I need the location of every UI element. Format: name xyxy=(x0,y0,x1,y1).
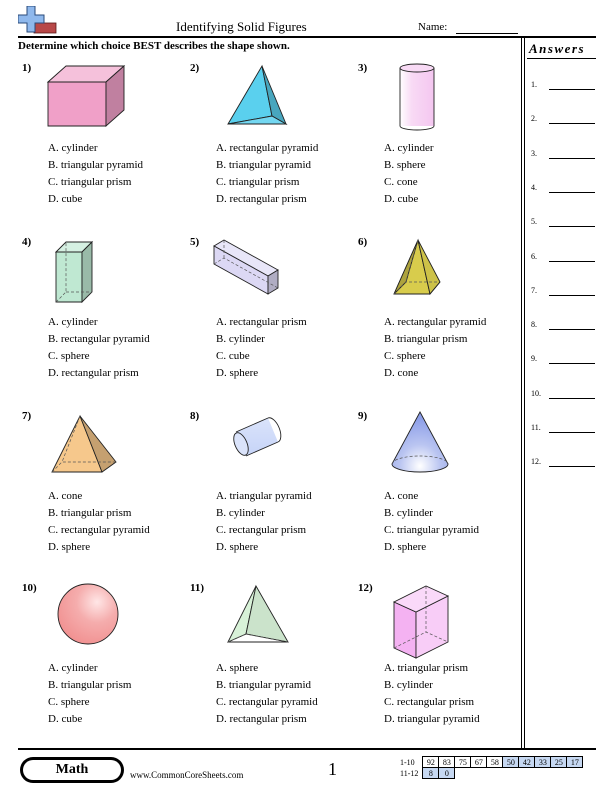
choice-list xyxy=(48,488,150,556)
problem-7 xyxy=(22,410,182,580)
instructions: Determine which choice BEST describes the shape shown. xyxy=(18,40,290,52)
choice-list xyxy=(216,488,312,556)
answer-row xyxy=(531,149,595,163)
answer-blank[interactable] xyxy=(549,432,595,433)
cylinder-figure xyxy=(378,62,458,134)
problem-11 xyxy=(190,582,350,752)
score-table xyxy=(398,756,583,779)
math-badge-label: Math xyxy=(23,760,121,780)
choice-d: D. sphere xyxy=(216,367,259,379)
choice-a: A. cone xyxy=(48,490,83,502)
choice-a: A. cylinder xyxy=(48,662,98,674)
choice-d: D. sphere xyxy=(216,541,259,553)
choice-b: B. sphere xyxy=(384,159,426,171)
choice-b: B. triangular pyramid xyxy=(216,679,312,691)
problem-number: 11) xyxy=(190,582,205,594)
problem-12 xyxy=(358,582,518,752)
answer-blank[interactable] xyxy=(549,89,595,90)
rectangular-prism-figure xyxy=(210,236,290,308)
score-row-label: 1-10 xyxy=(400,757,415,767)
choice-d: D. sphere xyxy=(48,541,91,553)
choice-c: C. sphere xyxy=(384,350,426,362)
answer-row xyxy=(531,114,595,128)
choice-c: C. rectangular prism xyxy=(216,524,307,536)
choice-list xyxy=(216,140,318,208)
score-cell: 67 xyxy=(471,757,487,768)
choice-c: C. cone xyxy=(384,176,418,188)
answer-number: 6. xyxy=(531,251,537,261)
choice-list xyxy=(384,488,479,556)
score-row xyxy=(398,757,583,768)
answer-blank[interactable] xyxy=(549,261,595,262)
score-cell: 83 xyxy=(439,757,455,768)
score-cell: 50 xyxy=(503,757,519,768)
header-divider xyxy=(18,36,596,38)
choice-c: C. sphere xyxy=(48,696,90,708)
answer-blank[interactable] xyxy=(549,363,595,364)
problem-6 xyxy=(358,236,518,406)
answer-row xyxy=(531,252,595,266)
triangular-pyramid-figure xyxy=(210,582,290,654)
cone-figure xyxy=(378,410,458,482)
answer-number: 7. xyxy=(531,285,537,295)
choice-b: B. cylinder xyxy=(216,507,265,519)
answer-blank[interactable] xyxy=(549,192,595,193)
choice-a: A. rectangular pyramid xyxy=(216,142,319,154)
score-cell: 0 xyxy=(439,768,455,779)
choice-c: C. triangular pyramid xyxy=(384,524,480,536)
answer-row xyxy=(531,457,595,471)
choice-d: D. cube xyxy=(48,193,83,205)
score-row-label: 11-12 xyxy=(400,768,419,778)
choice-d: D. rectangular prism xyxy=(48,367,139,379)
choice-list xyxy=(48,314,150,382)
problem-number: 12) xyxy=(358,582,373,594)
answer-number: 12. xyxy=(531,457,541,467)
choice-c: C. rectangular prism xyxy=(384,696,475,708)
choice-c: C. cube xyxy=(216,350,250,362)
sphere-figure xyxy=(42,582,122,654)
problem-number: 1) xyxy=(22,62,32,74)
answers-rule xyxy=(527,58,596,59)
problem-number: 8) xyxy=(190,410,200,422)
rectangular-pyramid-figure xyxy=(378,236,458,308)
answer-row xyxy=(531,286,595,300)
site-url: www.CommonCoreSheets.com xyxy=(130,770,244,780)
problem-8 xyxy=(190,410,350,580)
answers-divider xyxy=(521,36,525,748)
choice-b: B. cylinder xyxy=(384,507,433,519)
answer-number: 10. xyxy=(531,388,541,398)
choice-c: C. rectangular pyramid xyxy=(216,696,318,708)
answer-number: 9. xyxy=(531,354,537,364)
answer-blank[interactable] xyxy=(549,329,595,330)
choice-a: A. rectangular prism xyxy=(216,316,307,328)
choice-b: B. cylinder xyxy=(384,679,433,691)
answer-number: 5. xyxy=(531,217,537,227)
answer-blank[interactable] xyxy=(549,466,595,467)
triangular-prism-figure xyxy=(378,582,458,654)
score-cell: 75 xyxy=(455,757,471,768)
problem-number: 4) xyxy=(22,236,32,248)
choice-list xyxy=(384,140,433,208)
answer-number: 8. xyxy=(531,320,537,330)
problem-9 xyxy=(358,410,518,580)
choice-b: B. triangular prism xyxy=(48,507,132,519)
choice-a: A. triangular prism xyxy=(384,662,469,674)
answers-title: Answers xyxy=(529,41,586,56)
answer-row xyxy=(531,354,595,368)
problem-number: 6) xyxy=(358,236,368,248)
triangular-pyramid-figure xyxy=(210,62,290,134)
page-title: Identifying Solid Figures xyxy=(176,19,307,34)
score-cell: 33 xyxy=(535,757,551,768)
choice-a: A. sphere xyxy=(216,662,259,674)
answer-row xyxy=(531,389,595,403)
cube-figure xyxy=(42,62,122,134)
choice-d: D. rectangular prism xyxy=(216,713,307,725)
choice-d: D. cube xyxy=(48,713,83,725)
problem-number: 9) xyxy=(358,410,368,422)
problem-number: 2) xyxy=(190,62,200,74)
choice-d: D. sphere xyxy=(384,541,427,553)
choice-c: C. rectangular pyramid xyxy=(48,524,150,536)
problem-number: 5) xyxy=(190,236,200,248)
choice-list xyxy=(48,660,131,728)
answer-row xyxy=(531,80,595,94)
choice-b: B. rectangular pyramid xyxy=(48,333,150,345)
score-cell: 92 xyxy=(423,757,439,768)
choice-d: D. triangular pyramid xyxy=(384,713,480,725)
problem-2 xyxy=(190,62,350,232)
choice-b: B. cylinder xyxy=(216,333,265,345)
name-label: Name: xyxy=(418,21,448,33)
answer-blank[interactable] xyxy=(549,398,595,399)
choice-a: A. cone xyxy=(384,490,419,502)
problem-4 xyxy=(22,236,182,406)
score-row xyxy=(398,768,583,779)
choice-c: C. sphere xyxy=(48,350,90,362)
answer-number: 3. xyxy=(531,148,537,158)
choice-b: B. triangular pyramid xyxy=(216,159,312,171)
footer-divider xyxy=(18,748,596,750)
answer-row xyxy=(531,217,595,231)
problem-number: 3) xyxy=(358,62,368,74)
answer-blank[interactable] xyxy=(549,226,595,227)
score-cell: 42 xyxy=(519,757,535,768)
name-field[interactable] xyxy=(456,33,518,34)
rectangular-pyramid-figure xyxy=(42,410,122,482)
answer-row xyxy=(531,320,595,334)
choice-a: A. cylinder xyxy=(384,142,434,154)
choice-d: D. cube xyxy=(384,193,419,205)
problem-number: 7) xyxy=(22,410,32,422)
choice-a: A. rectangular pyramid xyxy=(384,316,487,328)
cylinder-figure xyxy=(210,410,290,482)
choice-list xyxy=(384,660,480,728)
score-cell: 17 xyxy=(567,757,583,768)
answer-number: 4. xyxy=(531,182,537,192)
math-badge xyxy=(20,757,124,783)
problem-10 xyxy=(22,582,182,752)
choice-c: C. triangular prism xyxy=(216,176,300,188)
choice-b: B. triangular pyramid xyxy=(48,159,144,171)
choice-d: D. rectangular prism xyxy=(216,193,307,205)
choice-list xyxy=(384,314,486,382)
score-cell: 25 xyxy=(551,757,567,768)
problem-5 xyxy=(190,236,350,406)
score-cell: 8 xyxy=(423,768,439,779)
answer-blank[interactable] xyxy=(549,295,595,296)
choice-c: C. triangular prism xyxy=(48,176,132,188)
choice-a: A. cylinder xyxy=(48,316,98,328)
choice-list xyxy=(216,660,318,728)
problem-3 xyxy=(358,62,518,232)
choice-a: A. cylinder xyxy=(48,142,98,154)
answer-number: 11. xyxy=(531,423,541,432)
choice-a: A. triangular pyramid xyxy=(216,490,312,502)
problem-1 xyxy=(22,62,182,232)
page-number: 1 xyxy=(328,759,337,779)
rectangular-prism-figure xyxy=(42,236,122,308)
answer-number: 2. xyxy=(531,114,537,124)
score-cell: 58 xyxy=(487,757,503,768)
choice-b: B. triangular prism xyxy=(48,679,132,691)
logo xyxy=(18,6,58,36)
choice-b: B. triangular prism xyxy=(384,333,468,345)
choice-list xyxy=(216,314,307,382)
choice-list xyxy=(48,140,143,208)
answer-blank[interactable] xyxy=(549,123,595,124)
answer-number: 1. xyxy=(531,80,537,89)
answer-row xyxy=(531,183,595,197)
answer-blank[interactable] xyxy=(549,158,595,159)
choice-d: D. cone xyxy=(384,367,419,379)
answer-row xyxy=(531,423,595,437)
problem-number: 10) xyxy=(22,582,37,594)
